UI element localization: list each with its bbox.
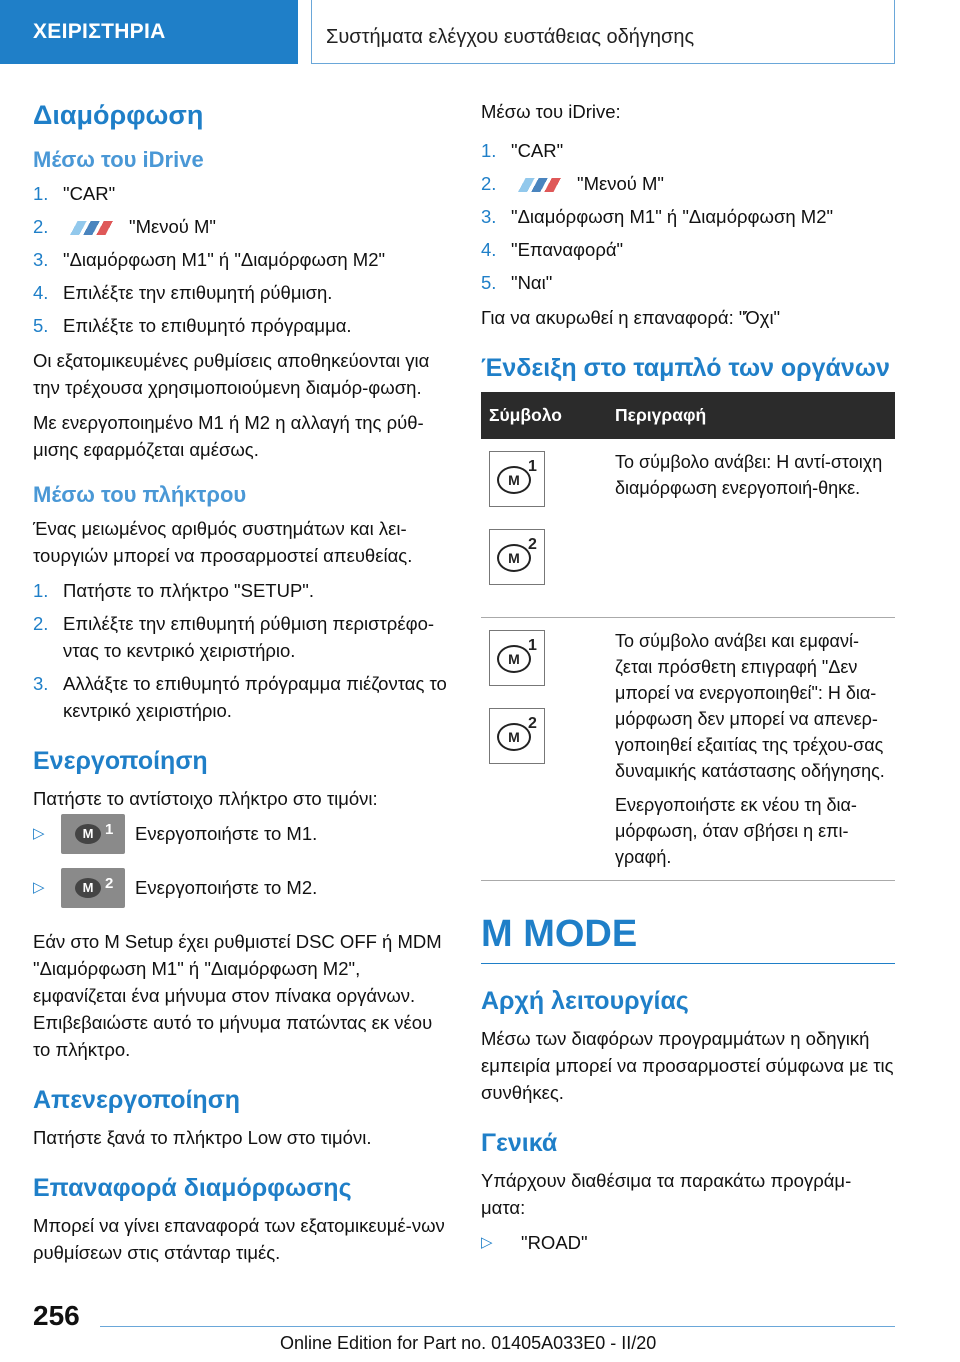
paragraph: Οι εξατομικευμένες ρυθμίσεις αποθηκεύονται για την τρέχουσα χρησιμοποιούμενη διαμόρ-φωση.	[33, 350, 430, 398]
m-logo-icon	[68, 221, 121, 235]
table-header: Σύμβολο	[481, 392, 607, 439]
m2-icon: M 2	[489, 529, 545, 585]
paragraph: Μέσω των διαφόρων προγραμμάτων η οδηγική εμπειρία μπορεί να προσαρμοστεί σύμφωνα με τις συνθήκες.	[481, 1028, 894, 1103]
heading-via-idrive: Μέσω του iDrive	[33, 147, 204, 172]
m-logo-icon	[516, 178, 569, 192]
footer-divider	[100, 1326, 895, 1327]
table-row	[481, 439, 895, 618]
list-item: 5. Επιλέξτε το επιθυμητό πρόγραμμα.	[33, 315, 352, 336]
list-item: 3. "Διαμόρφωση M1" ή "Διαμόρφωση M2"	[481, 206, 834, 227]
list-item: 3. Αλλάξτε το επιθυμητό πρόγραμμα πιέζοντας το κεντρικό χειριστήριο.	[33, 673, 447, 721]
paragraph: Πατήστε το αντίστοιχο πλήκτρο στο τιμόνι:	[33, 788, 378, 809]
list-item: 2. "Μενού M"	[33, 216, 216, 237]
list-item: 4. Επιλέξτε την επιθυμητή ρύθμιση.	[33, 282, 333, 303]
list-item: 3. "Διαμόρφωση M1" ή "Διαμόρφωση M2"	[33, 249, 386, 270]
paragraph: Ένας μειωμένος αριθμός συστημάτων και λει-τουργιών μπορεί να προσαρμοστεί απευθείας.	[33, 518, 413, 566]
chapter-header	[311, 0, 895, 64]
list-item: 5. "Ναι"	[481, 272, 553, 293]
heading-instrument-display: Ένδειξη στο ταμπλό των οργάνων	[481, 354, 890, 382]
edition-note: Online Edition for Part no. 01405A033E0 - II/20	[280, 1333, 657, 1353]
m1-icon: M 1	[489, 451, 545, 507]
table-row	[481, 618, 895, 881]
symbol-table	[481, 392, 895, 881]
steps-idrive	[33, 180, 453, 339]
table-cell: Το σύμβολο ανάβει και εμφανί-ζεται πρόσθετη επιγραφή "Δεν μπορεί να ενεργοποιηθεί": Η δια-μόρφωση δεν μπορεί να απενερ-γοποιηθεί εξαιτίας της τρέχου-σας δυναμικής κατάστασης οδήγησης. Ενεργοποιήστε εκ νέου τη δια-μόρφωση, όταν σβήσει η επι-γραφή.	[607, 618, 895, 881]
steps-reset	[481, 137, 895, 296]
section-tab	[0, 0, 298, 64]
heading-m-mode: M MODE	[481, 911, 895, 964]
list-item: 1. Πατήστε το πλήκτρο "SETUP".	[33, 580, 315, 601]
m2-icon: M 2	[489, 708, 545, 764]
heading-via-button: Μέσω του πλήκτρου	[33, 482, 247, 507]
table-cell: Το σύμβολο ανάβει: Η αντί-στοιχη διαμόρφωση ενεργοποιή-θηκε.	[607, 439, 895, 618]
page-number: 256	[33, 1300, 80, 1331]
heading-configuration: Διαμόρφωση	[33, 100, 204, 130]
list-item: 2. "Μενού M"	[481, 173, 664, 194]
list-item: ▷ M 2 Ενεργοποιήστε το M2.	[33, 874, 453, 918]
paragraph: Με ενεργοποιημένο M1 ή M2 η αλλαγή της ρύθ-μισης εφαρμόζεται αμέσως.	[33, 412, 424, 460]
list-item: 2. Επιλέξτε την επιθυμητή ρύθμιση περιστρέφο-ντας το κεντρικό χειριστήριο.	[33, 613, 435, 661]
paragraph: Πατήστε ξανά το πλήκτρο Low στο τιμόνι.	[33, 1127, 372, 1148]
heading-deactivation: Απενεργοποίηση	[33, 1086, 241, 1114]
heading-reset: Επαναφορά διαμόρφωσης	[33, 1174, 352, 1202]
paragraph: Εάν στο M Setup έχει ρυθμιστεί DSC OFF ή MDM "Διαμόρφωση M1" ή "Διαμόρφωση M2", εμφανίζεται ένα μήνυμα στον πίνακα οργάνων. Επιβεβαιώστε αυτό το μήνυμα πατώντας εκ νέου το πλήκτρο.	[33, 931, 442, 1060]
list-item: ▷ "ROAD"	[481, 1229, 895, 1256]
triangle-icon: ▷	[33, 825, 45, 842]
paragraph: Για να ακυρωθεί η επαναφορά: "Όχι"	[481, 307, 781, 328]
right-column	[481, 98, 895, 1266]
triangle-icon: ▷	[481, 1234, 493, 1251]
list-item: 1. "CAR"	[481, 140, 564, 161]
paragraph: Μπορεί να γίνει επαναφορά των εξατομικευμέ-νων ρυθμίσεων στις στάνταρ τιμές.	[33, 1215, 445, 1263]
heading-general: Γενικά	[481, 1129, 558, 1157]
list-item: ▷ M 1 Ενεργοποιήστε το M1.	[33, 820, 453, 864]
m1-button-image: M 1	[61, 814, 125, 854]
heading-activation: Ενεργοποίηση	[33, 747, 208, 775]
triangle-icon: ▷	[33, 879, 45, 896]
section-title: ΧΕΙΡΙΣΤΗΡΙΑ	[33, 20, 166, 43]
paragraph: Μέσω του iDrive:	[481, 101, 621, 122]
left-column	[33, 98, 453, 1274]
list-item: 4. "Επαναφορά"	[481, 239, 624, 260]
m1-icon: M 1	[489, 630, 545, 686]
m2-button-image: M 2	[61, 868, 125, 908]
table-header: Περιγραφή	[607, 392, 895, 439]
paragraph: Υπάρχουν διαθέσιμα τα παρακάτω προγράμ-ματα:	[481, 1170, 852, 1218]
list-item: 1. "CAR"	[33, 183, 116, 204]
steps-button	[33, 577, 453, 724]
heading-principle: Αρχή λειτουργίας	[481, 987, 689, 1015]
chapter-title: Συστήματα ελέγχου ευστάθειας οδήγησης	[326, 26, 695, 48]
